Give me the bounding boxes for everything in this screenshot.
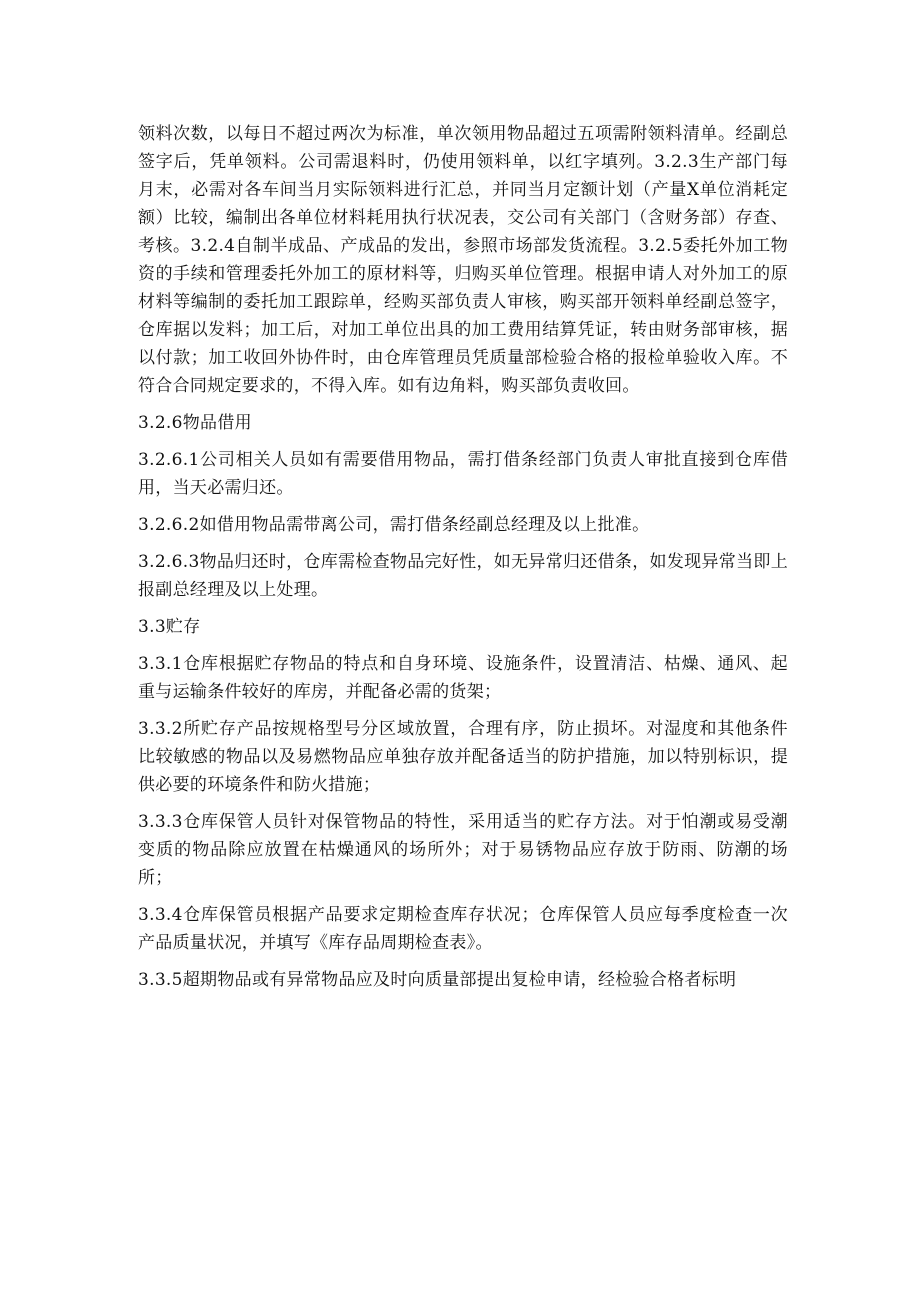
paragraph-borrowing-approval: 3.2.6.1公司相关人员如有需要借用物品，需打借条经部门负责人审批直接到仓库借用，当天必需归还。 [138,450,788,498]
paragraph-storage-methods: 3.3.3仓库保管人员针对保管物品的特性，采用适当的贮存方法。对于怕潮或易受潮变质的物品除应放置在枯燥通风的场所外；对于易锈物品应存放于防雨、防潮的场所； [138,812,788,888]
paragraph-issue-procedure: 领料次数，以每日不超过两次为标准，单次领用物品超过五项需附领料清单。经副总签字后，凭单领料。公司需退料时，仍使用领料单，以红字填列。3.2.3生产部门每月末，必需对各车间当月实际领料进行汇总，并同当月定额计划（产量X单位消耗定额）比较，编制出各单位材料耗用执行状况表，交公司有关部门（含财务部）存查、考核。3.2.4自制半成品、产成品的发出，参照市场部发货流程。3.2.5委托外加工物资的手续和管理委托外加工的原材料等，归购买单位管理。根据申请人对外加工的原材料等编制的委托加工跟踪单，经购买部负责人审核，购买部开领料单经副总签字，仓库据以发料；加工后，对加工单位出具的加工费用结算凭证，转由财务部审核，据以付款；加工收回外协件时，由仓库管理员凭质量部检验合格的报检单验收入库。不符合合同规定要求的，不得入库。如有边角料，购买部负责收回。 [138,124,788,396]
paragraph-storage-facility: 3.3.1仓库根据贮存物品的特点和自身环境、设施条件，设置清洁、枯燥、通风、起重与运输条件较好的库房，并配备必需的货架； [138,654,788,702]
paragraph-borrowing-offsite: 3.2.6.2如借用物品需带离公司，需打借条经副总经理及以上批准。 [138,515,650,535]
document-body [138,120,788,1003]
paragraph-storage-overdue: 3.3.5超期物品或有异常物品应及时向质量部提出复检申请，经检验合格者标明 [138,970,737,990]
paragraph-storage-inspection: 3.3.4仓库保管员根据产品要求定期检查库存状况；仓库保管人员应每季度检查一次产品质量状况，并填写《库存品周期检查表》。 [138,905,788,953]
heading-item-borrowing: 3.2.6物品借用 [138,413,252,433]
paragraph-borrowing-return: 3.2.6.3物品归还时，仓库需检查物品完好性，如无异常归还借条，如发现异常当即上报副总经理及以上处理。 [138,552,788,600]
paragraph-storage-zoning: 3.3.2所贮存产品按规格型号分区域放置，合理有序，防止损坏。对湿度和其他条件比较敏感的物品以及易燃物品应单独存放并配备适当的防护措施，加以特别标识，提供必要的环境条件和防火措施； [138,719,788,795]
heading-storage: 3.3贮存 [138,617,201,637]
